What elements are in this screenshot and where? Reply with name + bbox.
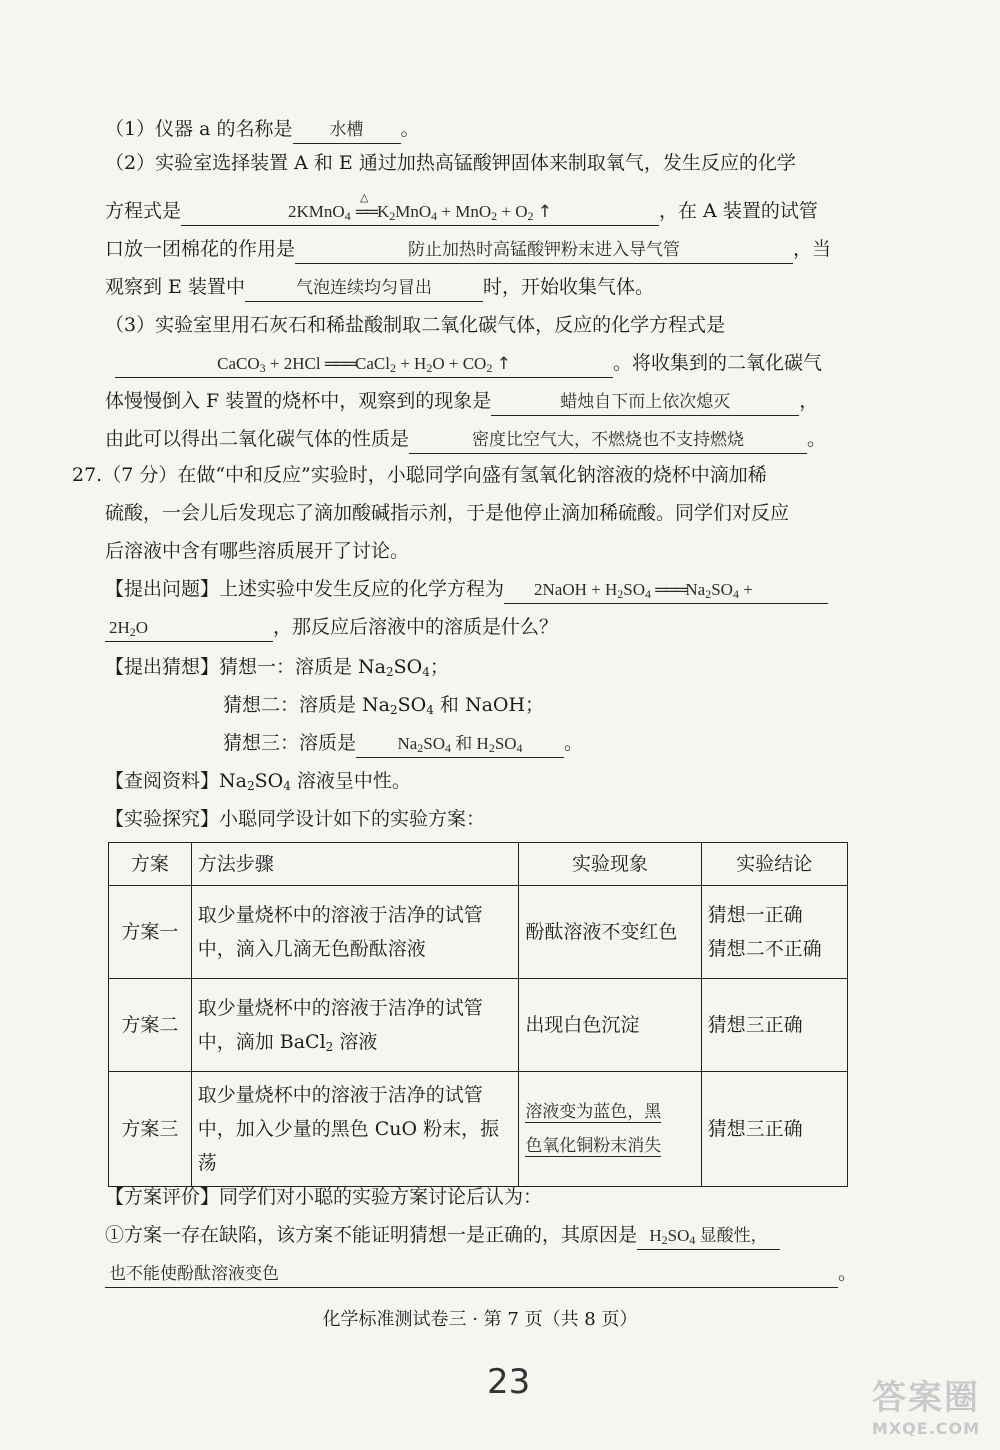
q27-line2: 硫酸，一会儿后发现忘了滴加酸碱指示剂，于是他停止滴加稀硫酸。同学们对反应 [105,502,790,524]
steps-cell: 取少量烧杯中的溶液于洁净的试管 中，滴加 BaCl$_2$ 溶液 [191,979,519,1072]
page-footer: 化学标准测试卷三 · 第 7 页（共 8 页） [322,1309,638,1330]
plan-cell: 方案二 [109,979,192,1072]
table-row [109,979,848,1072]
info-line: 【查阅资料】$Na_2SO_4$ 溶液呈中性。 [105,770,411,793]
problem-line: 【提出问题】上述实验中发生反应的化学方程为 2NaOH + $H_2SO_4$ $═══Na_2SO_4$ + [105,576,850,604]
eval1-line1: ①方案一存在缺陷，该方案不能证明猜想一是正确的，其原因是 $H_2SO_4$ 显酸性， [105,1222,850,1250]
explore-line: 【实验探究】小聪同学设计如下的实验方案： [105,808,486,830]
q2-line1: （2）实验室选择装置 A 和 E 通过加热高锰酸钾固体来制取氧气，发生反应的化学 [105,152,796,174]
conclusion-cell: 猜想一正确 猜想二不正确 [701,886,847,979]
q2-collect-answer: 气泡连续均匀冒出 [245,275,483,302]
q3-equation-answer: CaCO$_3$ + 2HCl ═══CaCl$_2$ + $H_2O + CO_2$ ↑ [115,351,613,378]
phenomenon-cell: 溶液变为蓝色，黑 色氧化铜粉末消失 [519,1072,701,1187]
problem-line2: $2H_2O$ ，那反应后溶液中的溶质是什么？ [105,614,850,642]
q1-answer: 水槽 [293,117,401,144]
steps-cell: 取少量烧杯中的溶液于洁净的试管 中，加入少量的黑色 CuO 粉末，振荡 [191,1072,519,1187]
q27-line3: 后溶液中含有哪些溶质展开了讨论。 [105,540,410,562]
q3-phenomenon-answer: 蜡烛自下而上依次熄灭 [491,389,799,416]
eval1-line2: 也不能使酚酞溶液变色 。 [105,1260,850,1288]
table-row [109,1072,848,1187]
q2-equation-answer: 2KMnO$_4$ △ $══K_2MnO_4 + MnO_2 + O_2$ ↑ [181,199,659,226]
q3-line4: 由此可以得出二氧化碳气体的性质是 密度比空气大，不燃烧也不支持燃烧 。 [105,426,850,454]
phenomenon-cell: 酚酞溶液不变红色 [519,886,701,979]
handwritten-page-number: 23 [487,1362,531,1402]
eval-label: 【方案评价】同学们对小聪的实验方案讨论后认为： [105,1186,543,1208]
plan-cell: 方案三 [109,1072,192,1187]
q1-line: （1）仪器 a 的名称是 水槽 。 [105,116,850,144]
q27-line1: 27.（7 分）在做“中和反应”实验时，小聪同学向盛有氢氧化钠溶液的烧杯中滴加稀 [72,464,767,486]
q2-cotton-answer: 防止加热时高锰酸钾粉末进入导气管 [295,237,793,264]
guess1-line: 【提出猜想】猜想一：溶质是 $Na_2SO_4$； [105,656,449,679]
table-row [109,886,848,979]
steps-cell: 取少量烧杯中的溶液于洁净的试管 中，滴入几滴无色酚酞溶液 [191,886,519,979]
eval1-answer-part2: 也不能使酚酞溶液变色 [105,1261,838,1288]
table-header: 实验结论 [701,843,847,886]
q3-line1: （3）实验室里用石灰石和稀盐酸制取二氧化碳气体，反应的化学方程式是 [105,314,726,336]
site-watermark: 答案圈 MXQE.COM [871,1378,981,1438]
experiment-table [108,842,848,1187]
q2-line3: 口放一团棉花的作用是 防止加热时高锰酸钾粉末进入导气管 ，当 [105,236,850,264]
table-header: 实验现象 [519,843,701,886]
neutralization-equation-part2: $2H_2O$ [105,615,273,642]
eval1-answer-part1: $H_2SO_4$ 显酸性， [637,1223,780,1250]
conclusion-cell: 猜想三正确 [701,979,847,1072]
q3-property-answer: 密度比空气大，不燃烧也不支持燃烧 [409,427,807,454]
guess2-line: 猜想二：溶质是 $Na_2SO_4$ 和 NaOH； [223,694,545,717]
table-header: 方案 [109,843,192,886]
table-header-row [109,843,848,886]
guess3-line: 猜想三：溶质是 $Na_2SO_4$ 和 $H_2SO_4$ 。 [223,730,843,758]
q2-line2: 方程式是 2KMnO$_4$ △ $══K_2MnO_4 + MnO_2 + O_2$ ↑ ，在 A 装置的试管 [105,198,850,226]
phenomenon-cell: 出现白色沉淀 [519,979,701,1072]
guess3-answer: $Na_2SO_4$ 和 $H_2SO_4$ [356,731,564,758]
conclusion-cell: 猜想三正确 [701,1072,847,1187]
q3-line2: CaCO$_3$ + 2HCl ═══CaCl$_2$ + $H_2O + CO_2$ ↑ 。将收集到的二氧化碳气 [105,350,850,378]
q3-line3: 体慢慢倒入 F 装置的烧杯中，观察到的现象是 蜡烛自下而上依次熄灭 ， [105,388,850,416]
plan-cell: 方案一 [109,886,192,979]
table-header: 方法步骤 [191,843,519,886]
q2-line4: 观察到 E 装置中 气泡连续均匀冒出 时，开始收集气体。 [105,274,850,302]
neutralization-equation-part1: 2NaOH + $H_2SO_4$ $═══Na_2SO_4$ + [504,577,828,604]
